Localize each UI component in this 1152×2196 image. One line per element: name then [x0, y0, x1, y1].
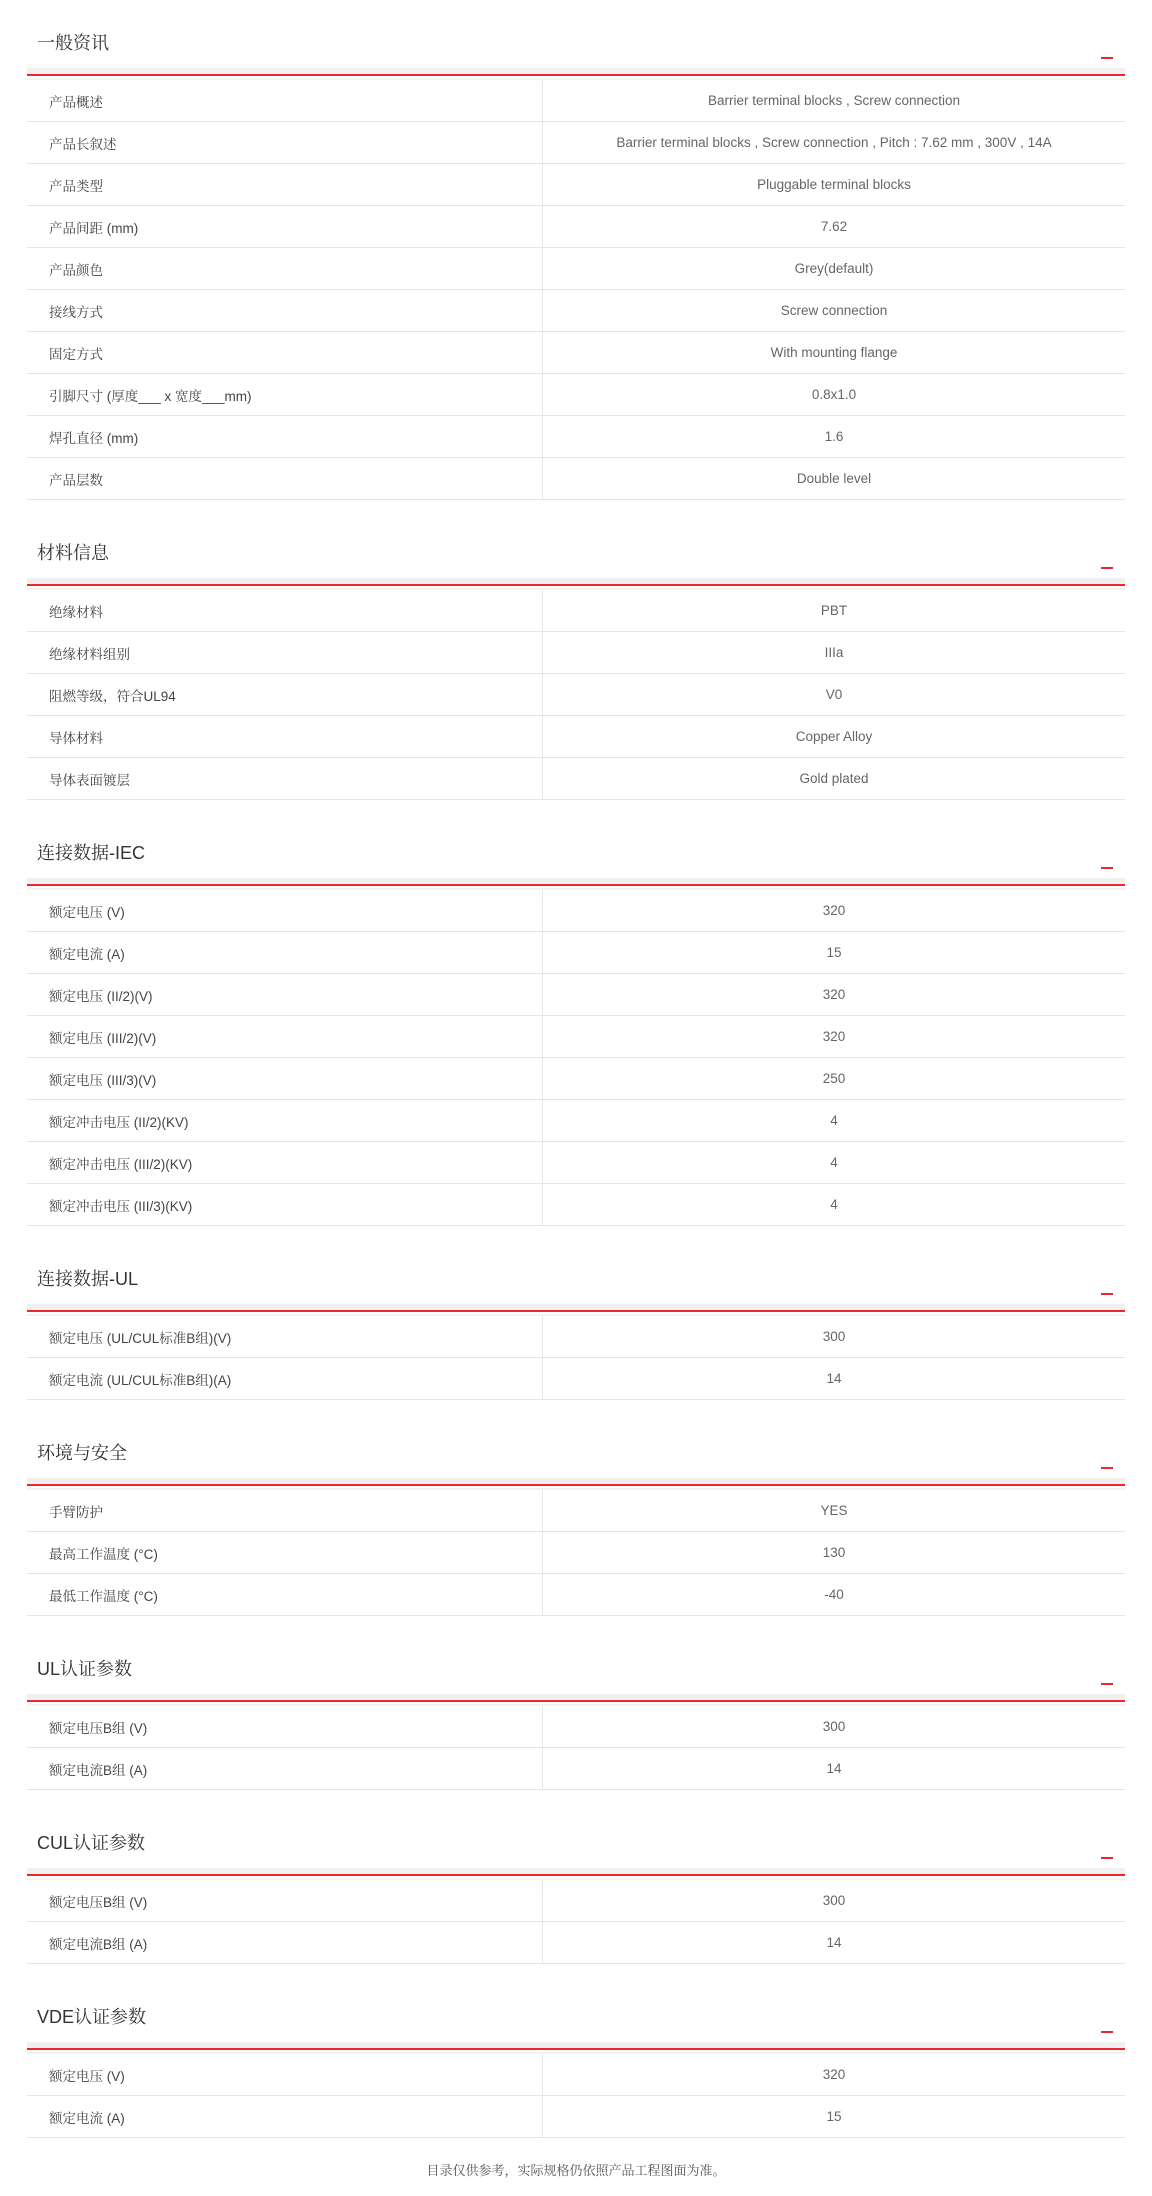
spec-label: 焊孔直径 (mm) — [27, 416, 543, 457]
table-row — [27, 590, 1125, 632]
collapse-toggle-icon[interactable] — [1101, 560, 1113, 572]
spec-label: 手臂防护 — [27, 1490, 543, 1531]
table-row — [27, 206, 1125, 248]
table-row — [27, 332, 1125, 374]
collapse-toggle-icon[interactable] — [1101, 1460, 1113, 1472]
spec-table — [27, 1314, 1125, 1400]
table-row — [27, 248, 1125, 290]
spec-table — [27, 1704, 1125, 1790]
spec-table — [27, 1878, 1125, 1964]
spec-value: 4 — [830, 1113, 838, 1128]
spec-label: 额定电流 (A) — [27, 932, 543, 973]
spec-value: 300 — [822, 1329, 846, 1344]
section-gap — [27, 1616, 1125, 1626]
spec-section — [27, 510, 1125, 800]
table-row — [27, 458, 1125, 500]
section-header — [27, 1626, 1125, 1702]
spec-value: Pluggable terminal blocks — [757, 177, 911, 192]
spec-value: 300 — [822, 1719, 846, 1734]
section-title: 一般资讯 — [37, 33, 109, 53]
table-row — [27, 716, 1125, 758]
spec-section — [27, 1626, 1125, 1790]
spec-label: 最高工作温度 (°C) — [27, 1532, 543, 1573]
spec-label: 产品颜色 — [27, 248, 543, 289]
collapse-toggle-icon[interactable] — [1101, 50, 1113, 62]
spec-label: 产品概述 — [27, 80, 543, 121]
spec-label: 固定方式 — [27, 332, 543, 373]
spec-value: 14 — [826, 1935, 842, 1950]
spec-value: 250 — [822, 1071, 846, 1086]
spec-label: 阻燃等级，符合UL94 — [27, 674, 543, 715]
section-header — [27, 1800, 1125, 1876]
spec-section — [27, 1410, 1125, 1616]
spec-value: Grey(default) — [794, 261, 874, 276]
spec-label: 产品长叙述 — [27, 122, 543, 163]
section-title: 连接数据-IEC — [37, 843, 145, 863]
spec-label: 额定电压 (II/2)(V) — [27, 974, 543, 1015]
spec-label: 额定电压B组 (V) — [27, 1706, 543, 1747]
spec-value: YES — [820, 1503, 848, 1518]
spec-value: IIIa — [824, 645, 844, 660]
table-row — [27, 1490, 1125, 1532]
table-row — [27, 1880, 1125, 1922]
table-row — [27, 122, 1125, 164]
spec-section — [27, 1800, 1125, 1964]
spec-value: 1.6 — [824, 429, 844, 444]
spec-label: 绝缘材料组别 — [27, 632, 543, 673]
table-row — [27, 1574, 1125, 1616]
spec-value: 15 — [826, 945, 842, 960]
spec-label: 额定冲击电压 (III/2)(KV) — [27, 1142, 543, 1183]
spec-label: 绝缘材料 — [27, 590, 543, 631]
spec-label: 额定电流 (UL/CUL标准B组)(A) — [27, 1358, 543, 1399]
spec-value: 320 — [822, 1029, 846, 1044]
table-row — [27, 1532, 1125, 1574]
section-gap — [27, 1964, 1125, 1974]
table-row — [27, 80, 1125, 122]
spec-label: 导体表面镀层 — [27, 758, 543, 799]
spec-sections — [27, 0, 1125, 2138]
spec-label: 额定电压 (UL/CUL标准B组)(V) — [27, 1316, 543, 1357]
table-row — [27, 374, 1125, 416]
section-header — [27, 1236, 1125, 1312]
spec-label: 额定电流B组 (A) — [27, 1922, 543, 1963]
table-row — [27, 1016, 1125, 1058]
spec-value: 0.8x1.0 — [811, 387, 857, 402]
section-gap — [27, 800, 1125, 810]
spec-value: Copper Alloy — [795, 729, 873, 744]
collapse-toggle-icon[interactable] — [1101, 1850, 1113, 1862]
spec-table — [27, 1488, 1125, 1616]
spec-value: With mounting flange — [770, 345, 898, 360]
spec-label: 额定冲击电压 (II/2)(KV) — [27, 1100, 543, 1141]
section-title: VDE认证参数 — [37, 2007, 147, 2027]
section-header — [27, 1410, 1125, 1486]
footer-note: 目录仅供参考，实际规格仍依照产品工程图面为准。 — [426, 2163, 726, 2178]
spec-section — [27, 810, 1125, 1226]
spec-value: 4 — [830, 1197, 838, 1212]
spec-label: 产品间距 (mm) — [27, 206, 543, 247]
spec-label: 额定电压 (III/2)(V) — [27, 1016, 543, 1057]
spec-value: 320 — [822, 903, 846, 918]
section-gap — [27, 500, 1125, 510]
table-row — [27, 1100, 1125, 1142]
spec-table — [27, 588, 1125, 800]
table-row — [27, 1922, 1125, 1964]
section-gap — [27, 1790, 1125, 1800]
table-row — [27, 890, 1125, 932]
spec-value: 7.62 — [820, 219, 848, 234]
collapse-toggle-icon[interactable] — [1101, 1286, 1113, 1298]
spec-label: 引脚尺寸 (厚度___ x 宽度___mm) — [27, 374, 543, 415]
section-header — [27, 810, 1125, 886]
table-row — [27, 932, 1125, 974]
table-row — [27, 164, 1125, 206]
spec-value: Screw connection — [780, 303, 888, 318]
spec-value: 14 — [826, 1761, 842, 1776]
table-row — [27, 632, 1125, 674]
table-row — [27, 674, 1125, 716]
spec-value: PBT — [820, 603, 848, 618]
spec-value: V0 — [825, 687, 843, 702]
collapse-toggle-icon[interactable] — [1101, 860, 1113, 872]
table-row — [27, 290, 1125, 332]
spec-value: 320 — [822, 987, 846, 1002]
section-gap — [27, 1400, 1125, 1410]
section-header — [27, 1974, 1125, 2050]
spec-table — [27, 78, 1125, 500]
table-row — [27, 1358, 1125, 1400]
spec-label: 最低工作温度 (°C) — [27, 1574, 543, 1615]
spec-label: 产品类型 — [27, 164, 543, 205]
table-row — [27, 416, 1125, 458]
spec-value: Barrier terminal blocks , Screw connection — [707, 93, 961, 108]
spec-section — [27, 0, 1125, 500]
spec-label: 接线方式 — [27, 290, 543, 331]
spec-label: 额定电压 (III/3)(V) — [27, 1058, 543, 1099]
spec-label: 额定冲击电压 (III/3)(KV) — [27, 1184, 543, 1225]
table-row — [27, 1142, 1125, 1184]
table-row — [27, 974, 1125, 1016]
section-title: 环境与安全 — [37, 1443, 127, 1463]
spec-value: Double level — [796, 471, 872, 486]
spec-label: 额定电压B组 (V) — [27, 1880, 543, 1921]
spec-label: 产品层数 — [27, 458, 543, 499]
table-row — [27, 1706, 1125, 1748]
spec-label: 额定电流 (A) — [27, 2096, 543, 2137]
section-title: CUL认证参数 — [37, 1833, 146, 1853]
collapse-toggle-icon[interactable] — [1101, 1676, 1113, 1688]
spec-section — [27, 1236, 1125, 1400]
spec-label: 导体材料 — [27, 716, 543, 757]
table-row — [27, 1184, 1125, 1226]
table-row — [27, 2054, 1125, 2096]
spec-value: 300 — [822, 1893, 846, 1908]
spec-value: 15 — [826, 2109, 842, 2124]
table-row — [27, 1058, 1125, 1100]
spec-value: 4 — [830, 1155, 838, 1170]
section-header — [27, 0, 1125, 76]
spec-value: 320 — [822, 2067, 846, 2082]
table-row — [27, 1316, 1125, 1358]
section-title: UL认证参数 — [37, 1659, 133, 1679]
section-title: 连接数据-UL — [37, 1269, 139, 1289]
spec-value: 130 — [822, 1545, 846, 1560]
spec-label: 额定电压 (V) — [27, 2054, 543, 2095]
spec-section — [27, 1974, 1125, 2138]
table-row — [27, 1748, 1125, 1790]
spec-value: Gold plated — [799, 771, 869, 786]
spec-label: 额定电流B组 (A) — [27, 1748, 543, 1789]
spec-value: -40 — [824, 1587, 844, 1602]
spec-value: 14 — [826, 1371, 842, 1386]
section-gap — [27, 1226, 1125, 1236]
spec-value: Barrier terminal blocks , Screw connection , Pitch : 7.62 mm , 300V , 14A — [616, 135, 1052, 150]
table-row — [27, 2096, 1125, 2138]
spec-table — [27, 888, 1125, 1226]
spec-table — [27, 2052, 1125, 2138]
section-title: 材料信息 — [37, 543, 109, 563]
section-header — [27, 510, 1125, 586]
spec-label: 额定电压 (V) — [27, 890, 543, 931]
collapse-toggle-icon[interactable] — [1101, 2024, 1113, 2036]
table-row — [27, 758, 1125, 800]
